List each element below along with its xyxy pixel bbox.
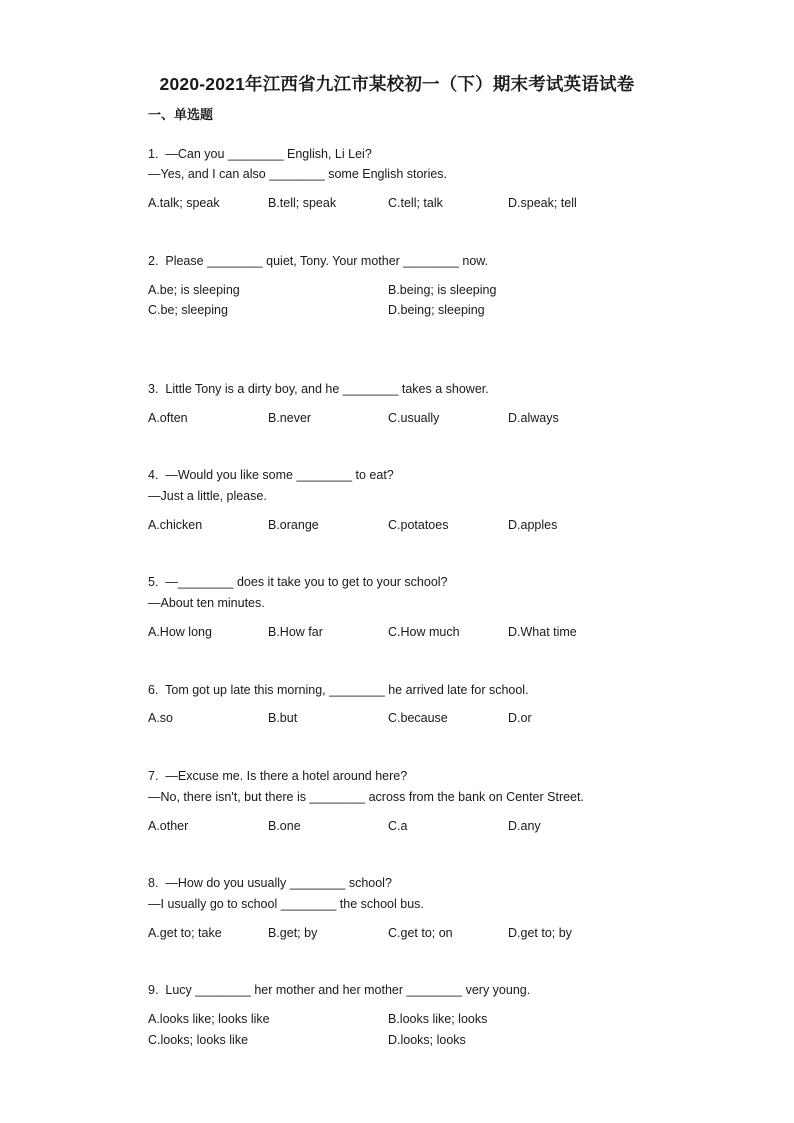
option-c: C.tell; talk — [388, 196, 443, 210]
option-c: C.a — [388, 819, 408, 833]
option-b: B.never — [268, 411, 312, 425]
question-stem: 4. —Would you like some ________ to eat? — [148, 468, 394, 482]
option-b: B.looks like; looks — [388, 1012, 488, 1026]
section-heading: 一、单选题 — [148, 107, 214, 122]
question-stem: 8. —How do you usually ________ school? — [148, 876, 392, 890]
question-stem: 1. —Can you ________ English, Li Lei? — [148, 147, 372, 161]
option-d: D.get to; by — [508, 926, 572, 940]
question-stem: —I usually go to school ________ the school bus. — [148, 897, 424, 911]
option-c: C.looks; looks like — [148, 1033, 249, 1047]
option-d: D.What time — [508, 625, 577, 639]
question-stem: 6. Tom got up late this morning, ________ he arrived late for school. — [148, 683, 529, 697]
option-c: C.usually — [388, 411, 440, 425]
option-b: B.tell; speak — [268, 196, 337, 210]
option-b: B.How far — [268, 625, 323, 639]
option-c: C.How much — [388, 625, 460, 639]
option-d: D.any — [508, 819, 541, 833]
option-c: C.potatoes — [388, 518, 449, 532]
option-b: B.orange — [268, 518, 319, 532]
option-a: A.How long — [148, 625, 212, 639]
option-a: A.talk; speak — [148, 196, 220, 210]
option-a: A.so — [148, 711, 174, 725]
question-stem: —Yes, and I can also ________ some English stories. — [148, 167, 448, 181]
option-b: B.get; by — [268, 926, 318, 940]
option-a: A.other — [148, 819, 189, 833]
option-d: D.looks; looks — [388, 1033, 466, 1047]
option-a: A.get to; take — [148, 926, 222, 940]
option-c: C.get to; on — [388, 926, 453, 940]
option-d: D.speak; tell — [508, 196, 577, 210]
option-b: B.one — [268, 819, 301, 833]
option-a: A.often — [148, 411, 188, 425]
option-a: A.looks like; looks like — [148, 1012, 270, 1026]
question-stem: 3. Little Tony is a dirty boy, and he ________ takes a shower. — [148, 382, 489, 396]
option-b: B.but — [268, 711, 298, 725]
question-stem: —No, there isn't, but there is ________ across from the bank on Center Street. — [148, 790, 584, 804]
question-stem: 5. —________ does it take you to get to your school? — [148, 575, 448, 589]
option-d: D.always — [508, 411, 559, 425]
option-a: A.be; is sleeping — [148, 283, 240, 297]
question-stem: —Just a little, please. — [148, 489, 267, 503]
question-stem: 2. Please ________ quiet, Tony. Your mother ________ now. — [148, 254, 489, 268]
option-d: D.apples — [508, 518, 558, 532]
page-title: 2020-2021年江西省九江市某校初一（下）期末考试英语试卷 — [159, 74, 635, 94]
option-d: D.being; sleeping — [388, 303, 485, 317]
option-a: A.chicken — [148, 518, 203, 532]
question-stem: —About ten minutes. — [148, 596, 265, 610]
question-stem: 7. —Excuse me. Is there a hotel around here? — [148, 769, 408, 783]
option-d: D.or — [508, 711, 532, 725]
option-c: C.be; sleeping — [148, 303, 228, 317]
option-b: B.being; is sleeping — [388, 283, 497, 297]
option-c: C.because — [388, 711, 448, 725]
question-stem: 9. Lucy ________ her mother and her mother ________ very young. — [148, 983, 531, 997]
